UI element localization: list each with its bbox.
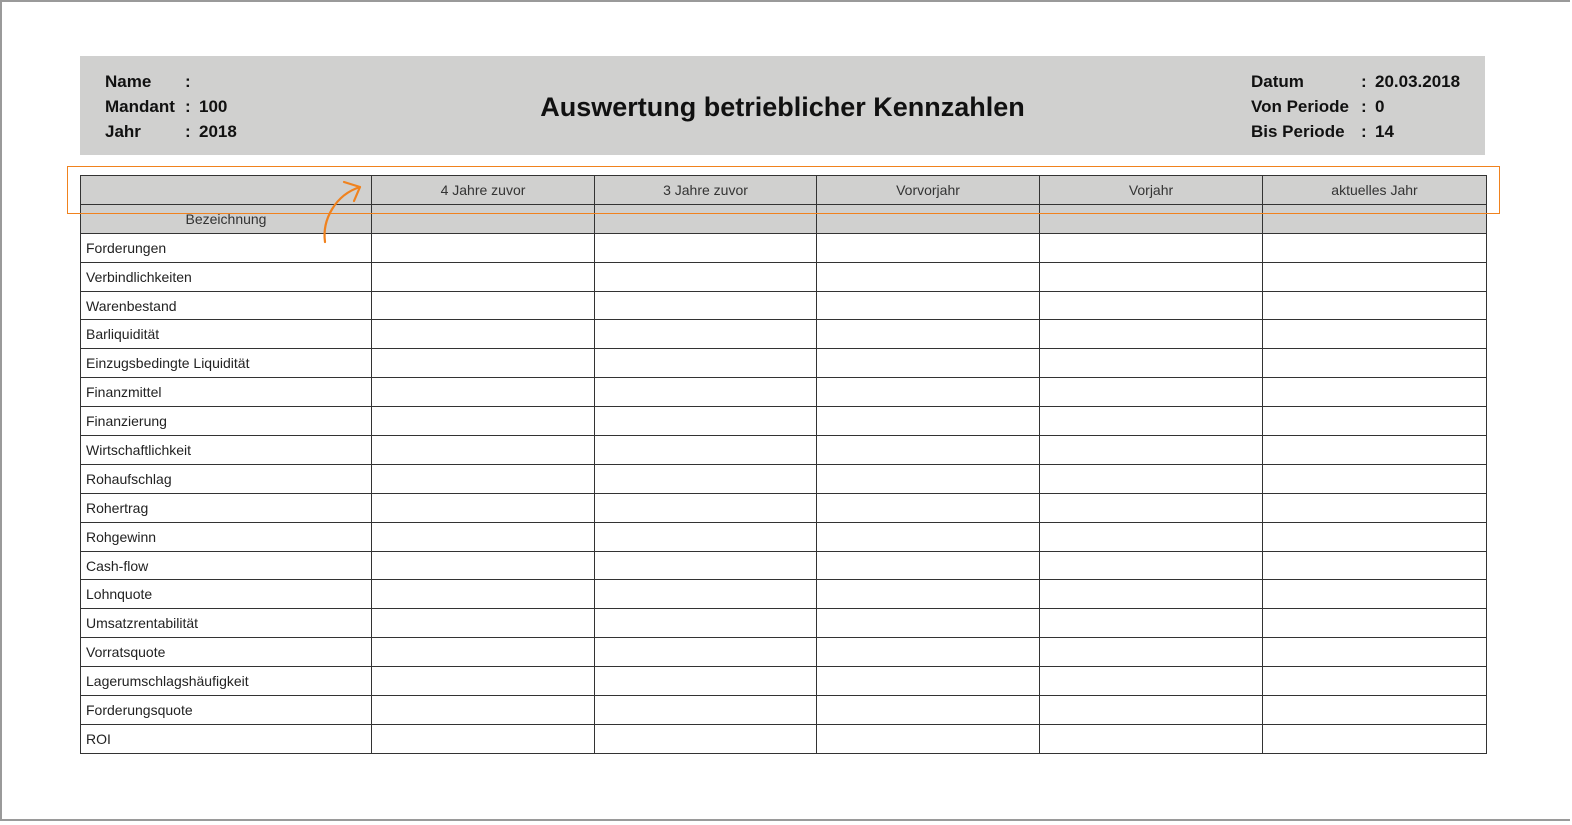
column-header-row bbox=[81, 176, 1487, 205]
meta-name bbox=[105, 69, 237, 94]
value-cell bbox=[372, 436, 595, 465]
value-cell bbox=[817, 551, 1040, 580]
table-row bbox=[81, 667, 1487, 696]
value-cell bbox=[595, 667, 817, 696]
meta-label: Name bbox=[105, 72, 152, 91]
value-cell bbox=[1263, 493, 1487, 522]
column-header: Vorvorjahr bbox=[817, 176, 1040, 205]
row-label: Rohaufschlag bbox=[81, 464, 372, 493]
value-cell bbox=[595, 638, 817, 667]
value-cell bbox=[372, 667, 595, 696]
value-cell bbox=[595, 609, 817, 638]
value-cell bbox=[817, 609, 1040, 638]
column-header: 4 Jahre zuvor bbox=[372, 176, 595, 205]
row-label: Finanzierung bbox=[81, 407, 372, 436]
value-cell bbox=[1263, 638, 1487, 667]
value-cell bbox=[595, 262, 817, 291]
meta-colon: : bbox=[1361, 122, 1367, 141]
value-cell bbox=[595, 349, 817, 378]
value-cell bbox=[817, 724, 1040, 753]
table-row bbox=[81, 724, 1487, 753]
row-label: Wirtschaftlichkeit bbox=[81, 436, 372, 465]
value-cell bbox=[1040, 667, 1263, 696]
value-cell bbox=[372, 378, 595, 407]
row-label: Umsatzrentabilität bbox=[81, 609, 372, 638]
table-row bbox=[81, 696, 1487, 725]
value-cell bbox=[1040, 349, 1263, 378]
table-row bbox=[81, 436, 1487, 465]
table-row bbox=[81, 493, 1487, 522]
table-row bbox=[81, 233, 1487, 262]
table-row bbox=[81, 349, 1487, 378]
meta-label: Mandant bbox=[105, 97, 175, 116]
value-cell bbox=[1040, 262, 1263, 291]
value-cell bbox=[372, 580, 595, 609]
table-row bbox=[81, 551, 1487, 580]
meta-datum bbox=[1251, 69, 1460, 94]
subheader-cell bbox=[1263, 204, 1487, 233]
meta-bis-periode bbox=[1251, 119, 1460, 144]
value-cell bbox=[817, 493, 1040, 522]
value-cell bbox=[817, 580, 1040, 609]
value-cell bbox=[1040, 522, 1263, 551]
value-cell bbox=[372, 609, 595, 638]
value-cell bbox=[1263, 407, 1487, 436]
value-cell bbox=[595, 407, 817, 436]
meta-value: 2018 bbox=[199, 122, 237, 141]
value-cell bbox=[1263, 262, 1487, 291]
value-cell bbox=[372, 638, 595, 667]
value-cell bbox=[1263, 609, 1487, 638]
subheader-cell bbox=[372, 204, 595, 233]
value-cell bbox=[372, 464, 595, 493]
value-cell bbox=[372, 407, 595, 436]
value-cell bbox=[1040, 407, 1263, 436]
value-cell bbox=[1040, 551, 1263, 580]
value-cell bbox=[372, 493, 595, 522]
row-label: Lagerumschlagshäufigkeit bbox=[81, 667, 372, 696]
value-cell bbox=[372, 696, 595, 725]
value-cell bbox=[595, 696, 817, 725]
value-cell bbox=[595, 493, 817, 522]
column-header: Vorjahr bbox=[1040, 176, 1263, 205]
value-cell bbox=[817, 522, 1040, 551]
value-cell bbox=[595, 291, 817, 320]
row-label: Warenbestand bbox=[81, 291, 372, 320]
value-cell bbox=[817, 696, 1040, 725]
value-cell bbox=[817, 638, 1040, 667]
meta-colon: : bbox=[1361, 72, 1367, 91]
header-meta-right bbox=[1251, 69, 1460, 144]
value-cell bbox=[1040, 291, 1263, 320]
meta-label: Von Periode bbox=[1251, 97, 1349, 116]
value-cell bbox=[817, 378, 1040, 407]
value-cell bbox=[372, 320, 595, 349]
value-cell bbox=[1040, 580, 1263, 609]
value-cell bbox=[1263, 320, 1487, 349]
row-label: Verbindlichkeiten bbox=[81, 262, 372, 291]
value-cell bbox=[372, 233, 595, 262]
value-cell bbox=[595, 522, 817, 551]
value-cell bbox=[1263, 724, 1487, 753]
value-cell bbox=[372, 262, 595, 291]
row-label: ROI bbox=[81, 724, 372, 753]
subheader-cell bbox=[1040, 204, 1263, 233]
table-row bbox=[81, 291, 1487, 320]
meta-colon: : bbox=[185, 72, 191, 91]
subheader-cell bbox=[595, 204, 817, 233]
value-cell bbox=[1263, 551, 1487, 580]
value-cell bbox=[1263, 349, 1487, 378]
value-cell bbox=[1040, 464, 1263, 493]
meta-colon: : bbox=[185, 122, 191, 141]
table-row bbox=[81, 580, 1487, 609]
value-cell bbox=[595, 233, 817, 262]
value-cell bbox=[1263, 233, 1487, 262]
value-cell bbox=[595, 724, 817, 753]
value-cell bbox=[1040, 638, 1263, 667]
value-cell bbox=[817, 407, 1040, 436]
value-cell bbox=[595, 551, 817, 580]
value-cell bbox=[372, 291, 595, 320]
value-cell bbox=[595, 464, 817, 493]
value-cell bbox=[372, 522, 595, 551]
meta-colon: : bbox=[1361, 97, 1367, 116]
value-cell bbox=[817, 320, 1040, 349]
value-cell bbox=[1263, 522, 1487, 551]
row-label: Forderungsquote bbox=[81, 696, 372, 725]
row-label: Barliquidität bbox=[81, 320, 372, 349]
value-cell bbox=[595, 320, 817, 349]
value-cell bbox=[1040, 724, 1263, 753]
table-row bbox=[81, 522, 1487, 551]
value-cell bbox=[1263, 667, 1487, 696]
value-cell bbox=[1040, 493, 1263, 522]
meta-value: 0 bbox=[1375, 97, 1385, 116]
table-row bbox=[81, 378, 1487, 407]
meta-label: Bis Periode bbox=[1251, 122, 1345, 141]
table-row bbox=[81, 407, 1487, 436]
meta-label: Jahr bbox=[105, 122, 141, 141]
row-label: Vorratsquote bbox=[81, 638, 372, 667]
value-cell bbox=[372, 551, 595, 580]
value-cell bbox=[595, 580, 817, 609]
corner-header-cell bbox=[81, 176, 372, 205]
value-cell bbox=[1040, 378, 1263, 407]
meta-value: 14 bbox=[1375, 122, 1394, 141]
value-cell bbox=[1040, 233, 1263, 262]
row-label: Rohgewinn bbox=[81, 522, 372, 551]
value-cell bbox=[817, 436, 1040, 465]
meta-value: 20.03.2018 bbox=[1375, 72, 1461, 91]
value-cell bbox=[1263, 696, 1487, 725]
table-row bbox=[81, 262, 1487, 291]
meta-von-periode bbox=[1251, 94, 1460, 119]
value-cell bbox=[817, 233, 1040, 262]
value-cell bbox=[1040, 320, 1263, 349]
value-cell bbox=[1040, 696, 1263, 725]
value-cell bbox=[1263, 291, 1487, 320]
value-cell bbox=[1040, 436, 1263, 465]
row-label: Lohnquote bbox=[81, 580, 372, 609]
subheader-row bbox=[81, 204, 1487, 233]
row-label: Forderungen bbox=[81, 233, 372, 262]
kpi-table bbox=[80, 175, 1487, 754]
value-cell bbox=[817, 464, 1040, 493]
table-row bbox=[81, 464, 1487, 493]
value-cell bbox=[1263, 464, 1487, 493]
row-label: Einzugsbedingte Liquidität bbox=[81, 349, 372, 378]
meta-value: 100 bbox=[199, 97, 228, 116]
value-cell bbox=[1040, 609, 1263, 638]
value-cell bbox=[817, 349, 1040, 378]
value-cell bbox=[595, 436, 817, 465]
report-title: Auswertung betrieblicher Kennzahlen bbox=[540, 92, 1025, 122]
value-cell bbox=[817, 291, 1040, 320]
value-cell bbox=[1263, 436, 1487, 465]
value-cell bbox=[1263, 378, 1487, 407]
value-cell bbox=[595, 378, 817, 407]
table-row bbox=[81, 638, 1487, 667]
table-row bbox=[81, 320, 1487, 349]
table-row bbox=[81, 609, 1487, 638]
value-cell bbox=[817, 262, 1040, 291]
value-cell bbox=[1263, 580, 1487, 609]
value-cell bbox=[817, 667, 1040, 696]
report-header bbox=[80, 56, 1485, 155]
value-cell bbox=[372, 724, 595, 753]
subheader-cell bbox=[817, 204, 1040, 233]
meta-label: Datum bbox=[1251, 72, 1304, 91]
row-header-label: Bezeichnung bbox=[81, 204, 372, 233]
column-header: aktuelles Jahr bbox=[1263, 176, 1487, 205]
row-label: Rohertrag bbox=[81, 493, 372, 522]
meta-colon: : bbox=[185, 97, 191, 116]
column-header: 3 Jahre zuvor bbox=[595, 176, 817, 205]
value-cell bbox=[372, 349, 595, 378]
kpi-table-body bbox=[81, 233, 1487, 753]
row-label: Cash-flow bbox=[81, 551, 372, 580]
row-label: Finanzmittel bbox=[81, 378, 372, 407]
